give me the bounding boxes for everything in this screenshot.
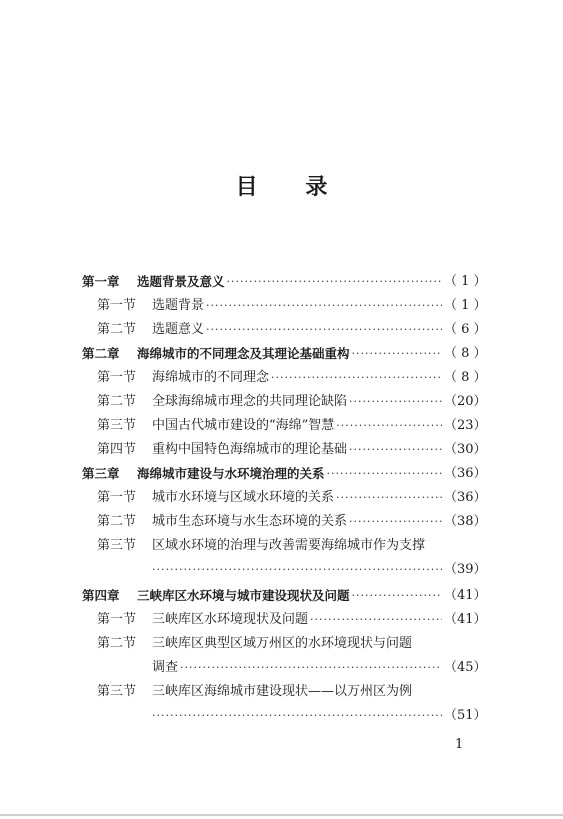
leader-dots: [180, 656, 442, 680]
leader-dots: [352, 584, 442, 608]
leader-dots: [206, 294, 442, 318]
leader-dots: [352, 342, 442, 366]
section-number: 第一节: [97, 490, 137, 505]
toc-section-2-3[interactable]: [97, 414, 487, 438]
leader-dots: [349, 438, 442, 462]
page-number: （30）: [444, 442, 487, 457]
section-title: 中国古代城市建设的“海绵”智慧: [152, 418, 335, 433]
leader-dots: [336, 414, 442, 438]
leader-dots: [227, 270, 442, 294]
toc-section-3-2[interactable]: [97, 510, 487, 534]
section-number: 第一节: [97, 298, 137, 313]
toc-section-4-2-continuation[interactable]: [152, 656, 487, 680]
section-number: 第三节: [97, 684, 137, 699]
section-title: 三峡库区海绵城市建设现状——以万州区为例: [152, 684, 413, 699]
leader-dots: [271, 366, 442, 390]
page-title: 目 录: [235, 174, 348, 200]
section-number: 第三节: [97, 418, 137, 433]
section-title: 城市水环境与区域水环境的关系: [152, 490, 335, 505]
toc-section-2-1[interactable]: [97, 366, 487, 390]
page-number: （41）: [444, 588, 487, 603]
toc-section-3-3[interactable]: [97, 534, 478, 558]
section-title-continuation: 调查: [152, 660, 179, 675]
section-number: 第二节: [97, 322, 137, 337]
chapter-title: 海绵城市的不同理念及其理论基础重构: [137, 346, 350, 361]
section-title: 选题背景: [152, 298, 205, 313]
section-title: 选题意义: [152, 322, 205, 337]
leader-dots: [327, 462, 442, 486]
toc-section-4-3[interactable]: [97, 680, 478, 704]
chapter-title: 海绵城市建设与水环境治理的关系: [137, 466, 325, 481]
section-title: 三峡库区水环境现状及问题: [152, 612, 309, 627]
section-number: 第二节: [97, 636, 137, 651]
toc-chapter-4[interactable]: [82, 584, 487, 608]
toc-section-3-1[interactable]: [97, 486, 487, 510]
section-title: 区域水环境的治理与改善需要海绵城市作为支撑: [152, 538, 426, 553]
chapter-title: 选题背景及意义: [137, 274, 225, 289]
page-number: （ 8 ）: [444, 370, 487, 385]
toc-chapter-1[interactable]: [82, 270, 487, 294]
page-number: （ 6 ）: [444, 322, 487, 337]
page-number: （45）: [444, 660, 487, 675]
section-title: 全球海绵城市理念的共同理论缺陷: [152, 394, 348, 409]
page-number: （ 8 ）: [444, 346, 487, 361]
page-number: （ 1 ）: [444, 298, 487, 313]
section-number: 第四节: [97, 442, 137, 457]
chapter-number: 第二章: [82, 346, 120, 361]
toc-section-3-3-continuation[interactable]: [152, 558, 487, 582]
page-number: （39）: [444, 562, 487, 577]
page-number: （20）: [444, 394, 487, 409]
leader-dots: [152, 558, 442, 582]
page-number: （51）: [444, 708, 487, 723]
section-number: 第二节: [97, 394, 137, 409]
toc-section-2-4[interactable]: [97, 438, 487, 462]
section-number: 第三节: [97, 538, 137, 553]
leader-dots: [152, 704, 442, 728]
section-number: 第二节: [97, 514, 137, 529]
page-number: （41）: [444, 612, 487, 627]
section-title: 海绵城市的不同理念: [152, 370, 270, 385]
chapter-number: 第三章: [82, 466, 120, 481]
page-number: （36）: [444, 466, 487, 481]
leader-dots: [336, 486, 442, 510]
leader-dots: [310, 608, 442, 632]
leader-dots: [349, 390, 442, 414]
toc-section-4-3-continuation[interactable]: [152, 704, 487, 728]
page-number: （36）: [444, 490, 487, 505]
leader-dots: [206, 318, 442, 342]
page-number: （ 1 ）: [444, 274, 487, 289]
chapter-number: 第一章: [82, 274, 120, 289]
chapter-title: 三峡库区水环境与城市建设现状及问题: [137, 588, 350, 603]
toc-chapter-3[interactable]: [82, 462, 487, 486]
folio-page-number: 1: [455, 737, 464, 752]
chapter-number: 第四章: [82, 588, 120, 603]
section-number: 第一节: [97, 612, 137, 627]
leader-dots: [349, 510, 442, 534]
toc-section-2-2[interactable]: [97, 390, 487, 414]
toc-section-1-2[interactable]: [97, 318, 487, 342]
section-title: 三峡库区典型区域万州区的水环境现状与问题: [152, 636, 413, 651]
toc-section-4-2[interactable]: [97, 632, 478, 656]
page-number: （38）: [444, 514, 487, 529]
toc-chapter-2[interactable]: [82, 342, 487, 366]
section-number: 第一节: [97, 370, 137, 385]
section-title: 重构中国特色海绵城市的理论基础: [152, 442, 348, 457]
toc-section-4-1[interactable]: [97, 608, 487, 632]
section-title: 城市生态环境与水生态环境的关系: [152, 514, 348, 529]
page-number: （23）: [444, 418, 487, 433]
toc-section-1-1[interactable]: [97, 294, 487, 318]
bottom-divider: [0, 814, 563, 816]
